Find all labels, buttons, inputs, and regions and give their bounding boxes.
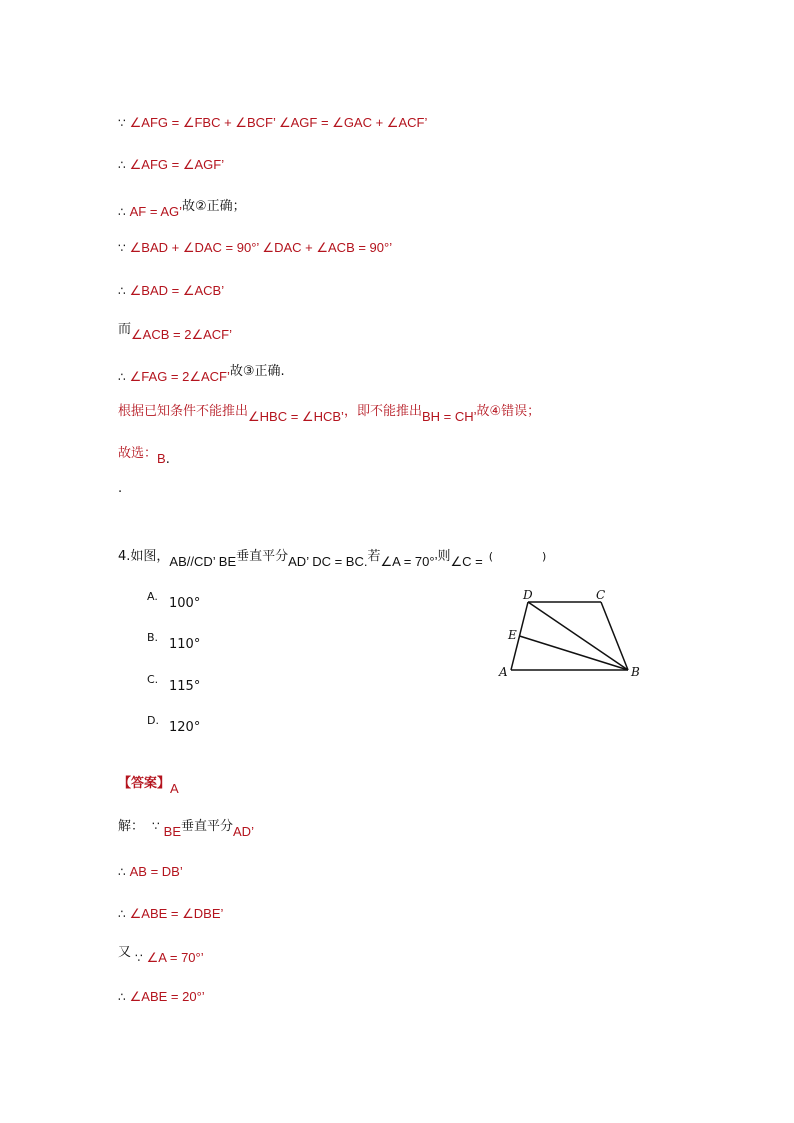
math-expression: AD’ — [233, 824, 254, 839]
math-expression: BH = CH’ — [421, 409, 477, 424]
solution-text: 垂直平分 — [181, 819, 234, 834]
conclusion-text: 故②正确； — [182, 199, 246, 214]
math-expression: AD’ DC = BC. — [288, 554, 368, 569]
conclusion-text: 故③正确. — [229, 364, 285, 379]
math-expression: ∠AFG = ∠FBC + ∠BCF’ ∠AGF = ∠GAC + ∠ACF’ — [129, 115, 428, 130]
reason-text: 故④错误； — [476, 404, 541, 419]
option-c-value: 115° — [169, 679, 201, 694]
math-expression: ∠ABE = 20°’ — [129, 989, 205, 1004]
solution-line-4 — [118, 240, 392, 264]
because-symbol: ∵ — [118, 116, 126, 130]
period: . — [165, 452, 170, 467]
math-expression: ∠ABE = ∠DBE’ — [129, 906, 224, 921]
because-symbol: ∵ — [152, 819, 160, 833]
also-text: 又 — [118, 945, 132, 960]
solution-line-1 — [118, 115, 427, 139]
math-expression: ∠HBC = ∠HCB’ — [248, 409, 344, 424]
label-d: D — [523, 588, 533, 602]
therefore-symbol: ∴ — [118, 865, 126, 879]
solution-line-5 — [118, 283, 224, 307]
question-text: 若 — [367, 549, 381, 564]
math-expression: ∠C = — [450, 554, 483, 569]
reason-text: 根据已知条件不能推出 — [118, 404, 249, 419]
option-b-letter: B. — [147, 631, 159, 644]
math-expression: AF = AG’ — [129, 204, 183, 219]
option-a-value: 100° — [169, 596, 201, 611]
math-expression: ∠FAG = 2∠ACF’ — [129, 369, 230, 384]
answer-solution-2 — [118, 864, 183, 888]
solution-line-7 — [118, 360, 285, 384]
answer-line — [118, 772, 179, 796]
period: . — [118, 481, 123, 496]
trapezoid-figure — [490, 580, 650, 685]
math-expression: ∠BAD = ∠ACB’ — [129, 283, 225, 298]
choice-value: B — [157, 451, 166, 466]
option-a-letter: A. — [147, 590, 158, 603]
question-text: 垂直平分 — [236, 549, 289, 564]
answer-solution-3 — [118, 906, 223, 930]
solution-line-10 — [118, 480, 122, 504]
label-a: A — [499, 665, 508, 679]
math-expression: ∠A = 70°’ — [146, 950, 204, 965]
label-c: C — [596, 588, 606, 602]
math-expression: AB = DB’ — [129, 864, 183, 879]
therefore-symbol: ∴ — [118, 158, 126, 172]
math-expression: ∠BAD + ∠DAC = 90°’ ∠DAC + ∠ACB = 90°’ — [129, 240, 393, 255]
segment-eb — [520, 636, 629, 670]
therefore-symbol: ∴ — [118, 990, 126, 1004]
solution-label: 解： — [118, 819, 145, 834]
answer-solution-4 — [118, 941, 204, 965]
math-expression: ∠AFG = ∠AGF’ — [129, 157, 225, 172]
option-d-letter: D. — [147, 714, 159, 727]
therefore-symbol: ∴ — [118, 370, 126, 384]
solution-line-2 — [118, 157, 224, 181]
option-b-value: 110° — [169, 637, 201, 652]
solution-line-3 — [118, 195, 246, 219]
because-symbol: ∵ — [118, 241, 126, 255]
solution-line-6 — [118, 318, 232, 342]
option-d-value: 120° — [169, 720, 201, 735]
solution-line-9 — [118, 442, 170, 466]
answer-label: 【答案】 — [118, 776, 171, 791]
label-b: B — [631, 665, 640, 679]
answer-solution-5 — [118, 989, 205, 1013]
therefore-symbol: ∴ — [118, 205, 126, 219]
option-c-letter: C. — [147, 673, 159, 686]
and-text: 而 — [118, 322, 132, 337]
answer-solution-1 — [118, 815, 254, 839]
question-number: 4. — [118, 549, 131, 564]
math-expression: AB//CD’ BE — [169, 554, 237, 569]
therefore-symbol: ∴ — [118, 907, 126, 921]
math-expression: BE — [163, 824, 181, 839]
reason-text: ，即不能推出 — [343, 404, 422, 419]
answer-blank: ( ) — [488, 550, 547, 563]
because-symbol: ∵ — [135, 951, 143, 965]
solution-line-8 — [118, 400, 540, 424]
question-4 — [118, 545, 546, 569]
segment-cb — [601, 602, 628, 670]
choose-label: 故选： — [118, 446, 158, 461]
question-text: 则 — [437, 549, 451, 564]
segment-db — [528, 602, 628, 670]
math-expression: ∠A = 70°’ — [380, 554, 438, 569]
math-expression: ∠ACB = 2∠ACF’ — [131, 327, 232, 342]
answer-value: A — [170, 781, 179, 796]
question-intro: 如图， — [130, 549, 170, 564]
therefore-symbol: ∴ — [118, 284, 126, 298]
label-e: E — [508, 628, 517, 642]
